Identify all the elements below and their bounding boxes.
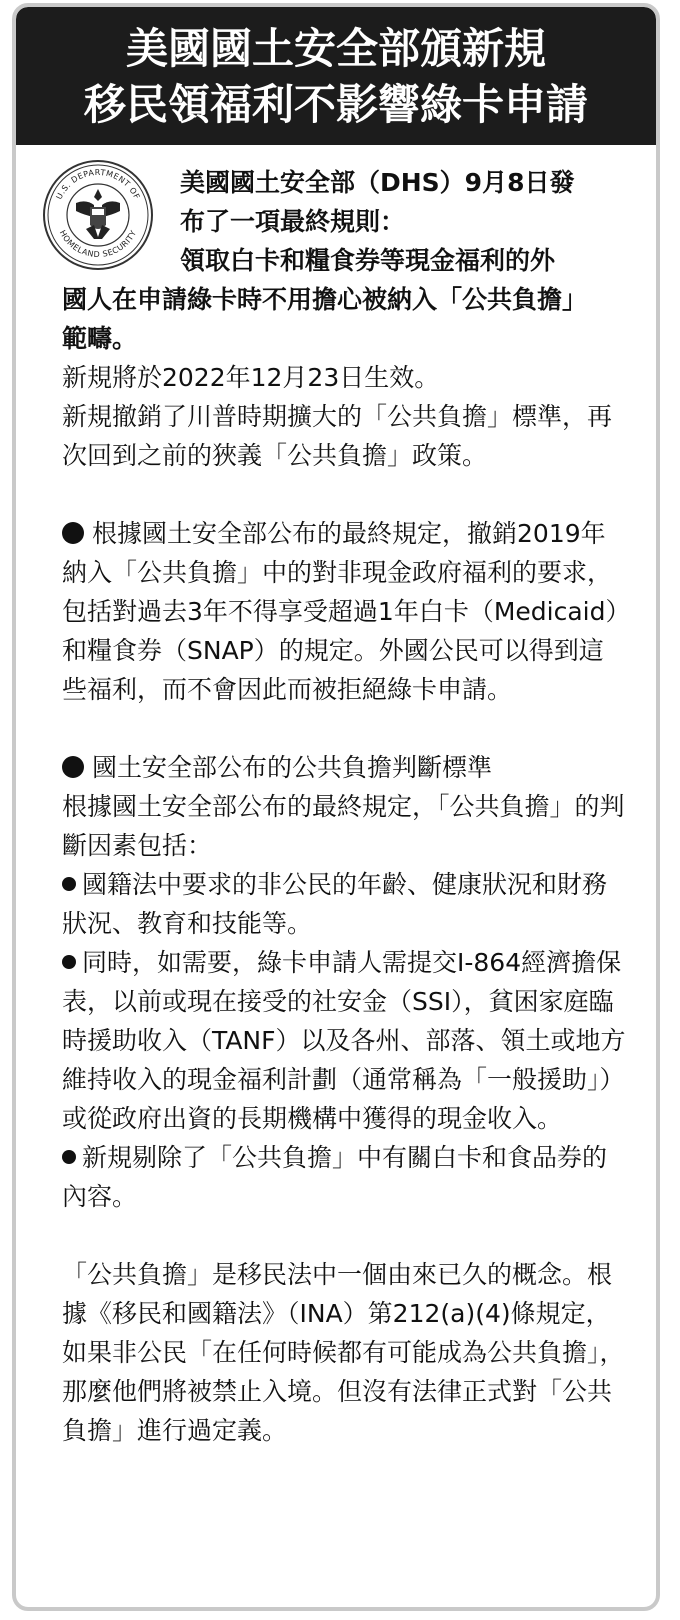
headline-line-2: 移民領福利不影響綠卡申請 — [83, 80, 588, 129]
headline-banner — [16, 7, 656, 145]
section-1-text: 根據國土安全部公布的最終規定，撤銷2019年納入「公共負擔」中的對非現金政府福利的要求，包括對過去3年不得享受超過1年白卡（Medicaid）和糧食券（SNAP）的規定。外國公民可以得到這些福利，而不會因此而被拒絕綠卡申請。 — [62, 519, 618, 704]
intro-line-2: 布了一項最終規則： — [180, 207, 406, 236]
small-bullet-icon — [62, 955, 76, 969]
small-bullet-icon — [62, 877, 76, 891]
section-2-intro: 根據國土安全部公布的最終規定，「公共負擔」的判斷因素包括： — [62, 792, 625, 860]
article-body — [16, 145, 656, 1450]
intro-line-1: 美國國土安全部（DHS）9月8日發 — [180, 168, 575, 197]
article-frame — [12, 3, 660, 1611]
effective-date-text: 新規將於2022年12月23日生效。 — [62, 363, 440, 392]
list-item — [62, 943, 626, 1138]
list-item — [62, 865, 626, 943]
closing-paragraph: 「公共負擔」是移民法中一個由來已久的概念。根據《移民和國籍法》（INA）第212(a)(4)條規定，如果非公民「在任何時候都有可能成為公共負擔」，那麼他們將被禁止入境。但沒有法律正式對「公共負擔」進行過定義。 — [62, 1260, 625, 1445]
intro-line-5: 範疇。 — [62, 324, 138, 353]
large-bullet-icon — [62, 756, 84, 778]
list-item — [62, 1138, 626, 1216]
list-item-text: 新規剔除了「公共負擔」中有關白卡和食品券的內容。 — [62, 1143, 608, 1211]
large-bullet-icon — [62, 522, 84, 544]
dhs-seal-icon — [42, 159, 154, 271]
section-2-heading — [62, 748, 626, 787]
intro-line-3: 領取白卡和糧食券等現金福利的外 — [180, 246, 556, 275]
revoke-text: 新規撤銷了川普時期擴大的「公共負擔」標準，再次回到之前的狹義「公共負擔」政策。 — [62, 402, 613, 470]
list-item-text: 國籍法中要求的非公民的年齡、健康狀況和財務狀況、教育和技能等。 — [62, 870, 608, 938]
svg-text:HOMELAND SECURITY: HOMELAND SECURITY — [57, 228, 139, 260]
section-1-paragraph — [62, 514, 626, 709]
svg-text:U.S. DEPARTMENT OF: U.S. DEPARTMENT OF — [54, 167, 142, 201]
small-bullet-icon — [62, 1150, 76, 1164]
section-2-heading-text: 國土安全部公布的公共負擔判斷標準 — [92, 753, 493, 782]
list-item-text: 同時，如需要，綠卡申請人需提交I-864經濟擔保表，以前或現在接受的社安金（SSI），貧困家庭臨時援助收入（TANF）以及各州、部落、領土或地方維持收入的現金福利計劃（通常稱為「一般援助」）或從政府出資的長期機構中獲得的現金收入。 — [62, 948, 626, 1133]
headline-line-1: 美國國土安全部頒新規 — [125, 24, 546, 73]
intro-line-4: 國人在申請綠卡時不用擔心被納入「公共負擔」 — [62, 285, 588, 314]
